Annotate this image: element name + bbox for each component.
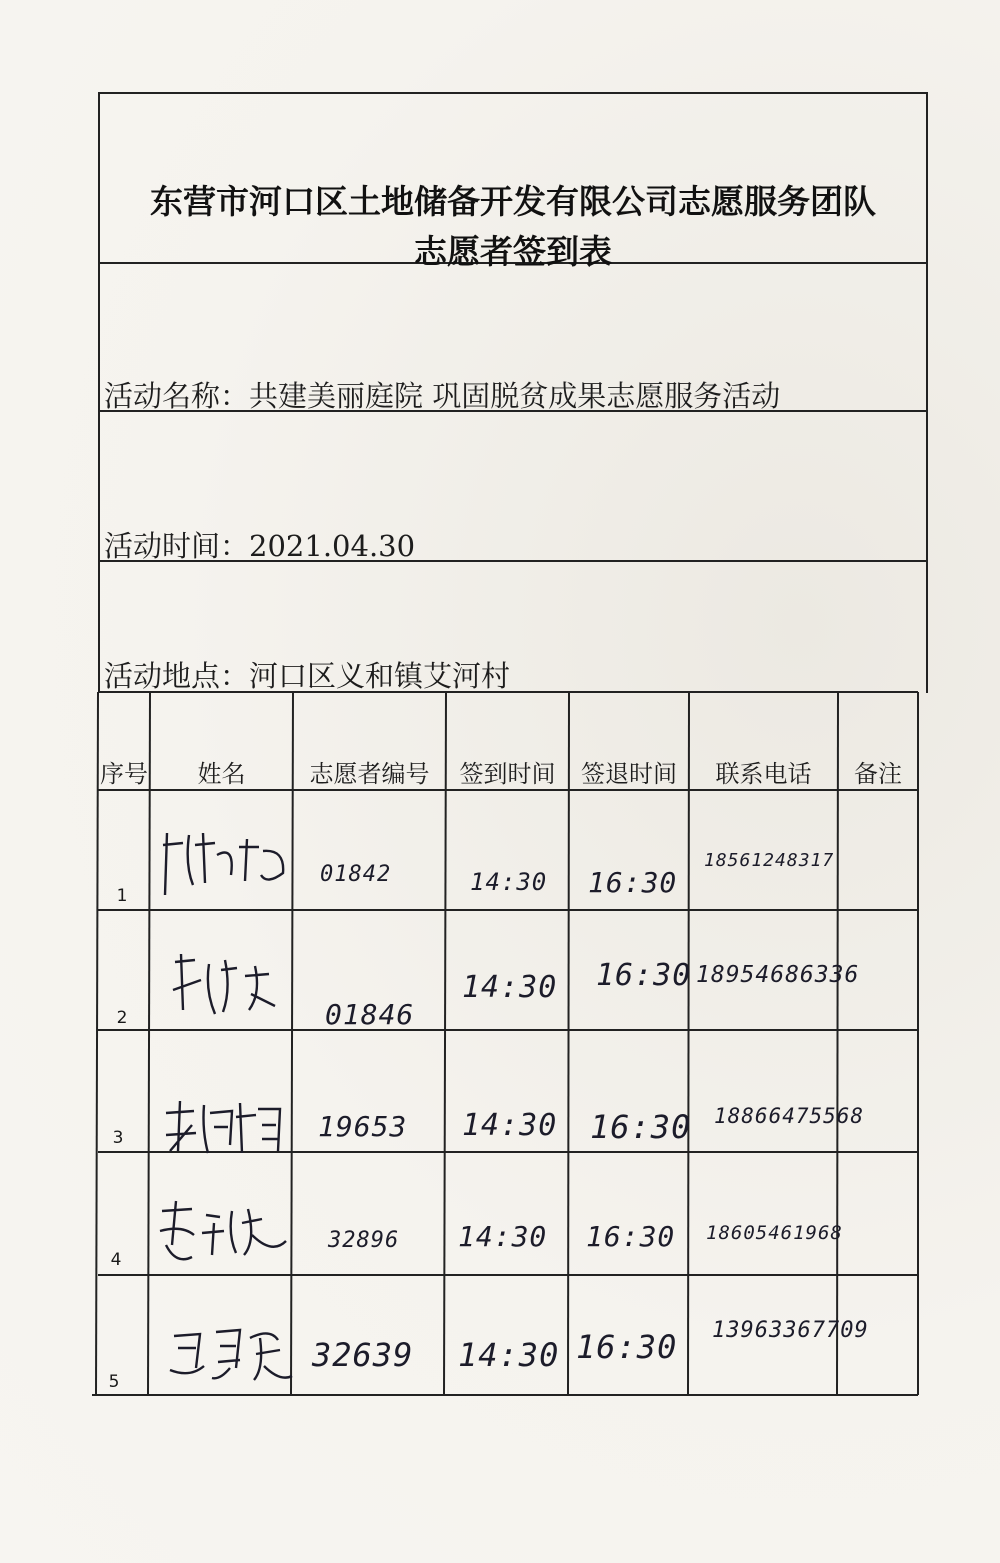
row-1-sign-in: 14:30 — [470, 868, 548, 896]
header-volunteer-id: 志愿者编号 — [309, 760, 430, 788]
row-2-no: 2 — [116, 1008, 128, 1028]
row-2-phone: 18954686336 — [696, 962, 860, 988]
row-4-volunteer-id: 32896 — [328, 1228, 400, 1253]
row-1-phone: 18561248317 — [704, 850, 835, 871]
header-note: 备注 — [854, 760, 902, 788]
activity-time-value: 2021.04.30 — [249, 529, 416, 563]
row-5-sign-in: 14:30 — [458, 1336, 560, 1374]
header-phone: 联系电话 — [715, 760, 812, 788]
row-2-sign-out: 16:30 — [596, 958, 692, 993]
activity-place-value: 河口区义和镇艾河村 — [249, 659, 511, 693]
row-3-sign-out: 16:30 — [590, 1108, 692, 1146]
row-1-name-signature — [155, 825, 295, 905]
row-1-no: 1 — [116, 886, 128, 906]
row-5-volunteer-id: 32639 — [312, 1336, 414, 1374]
row-2-name-signature — [165, 950, 285, 1025]
row-3-volunteer-id: 19653 — [318, 1110, 408, 1143]
row-5-no: 5 — [108, 1372, 120, 1392]
activity-place-label: 活动地点： — [104, 659, 250, 693]
row-1-sign-out: 16:30 — [588, 866, 678, 899]
activity-name-value: 共建美丽庭院 巩固脱贫成果志愿服务活动 — [249, 379, 781, 413]
sheet-title-line1: 东营市河口区土地储备开发有限公司志愿服务团队 — [150, 182, 876, 221]
row-4-phone: 18605461968 — [706, 1222, 843, 1244]
row-3-sign-in: 14:30 — [462, 1108, 558, 1143]
header-no: 序号 — [100, 760, 148, 788]
row-1-volunteer-id: 01842 — [320, 862, 392, 887]
header-sign-in-time: 签到时间 — [459, 760, 556, 788]
sheet-title-line2: 志愿者签到表 — [414, 232, 612, 271]
header-sign-out-time: 签退时间 — [581, 760, 677, 788]
row-3-no: 3 — [112, 1128, 124, 1148]
row-3-name-signature — [160, 1095, 290, 1157]
header-name: 姓名 — [197, 760, 246, 788]
row-2-volunteer-id: 01846 — [325, 998, 415, 1031]
row-3-phone: 18866475568 — [714, 1104, 865, 1128]
activity-time-label: 活动时间： — [104, 529, 250, 563]
row-5-name-signature — [160, 1318, 295, 1393]
row-4-sign-in: 14:30 — [458, 1220, 548, 1253]
row-4-sign-out: 16:30 — [586, 1220, 676, 1253]
row-4-name-signature — [152, 1195, 292, 1275]
activity-name-label: 活动名称： — [104, 379, 250, 413]
row-4-no: 4 — [110, 1250, 122, 1270]
row-2-sign-in: 14:30 — [462, 970, 558, 1005]
row-5-sign-out: 16:30 — [576, 1328, 678, 1366]
row-5-phone: 13963367709 — [712, 1318, 869, 1343]
